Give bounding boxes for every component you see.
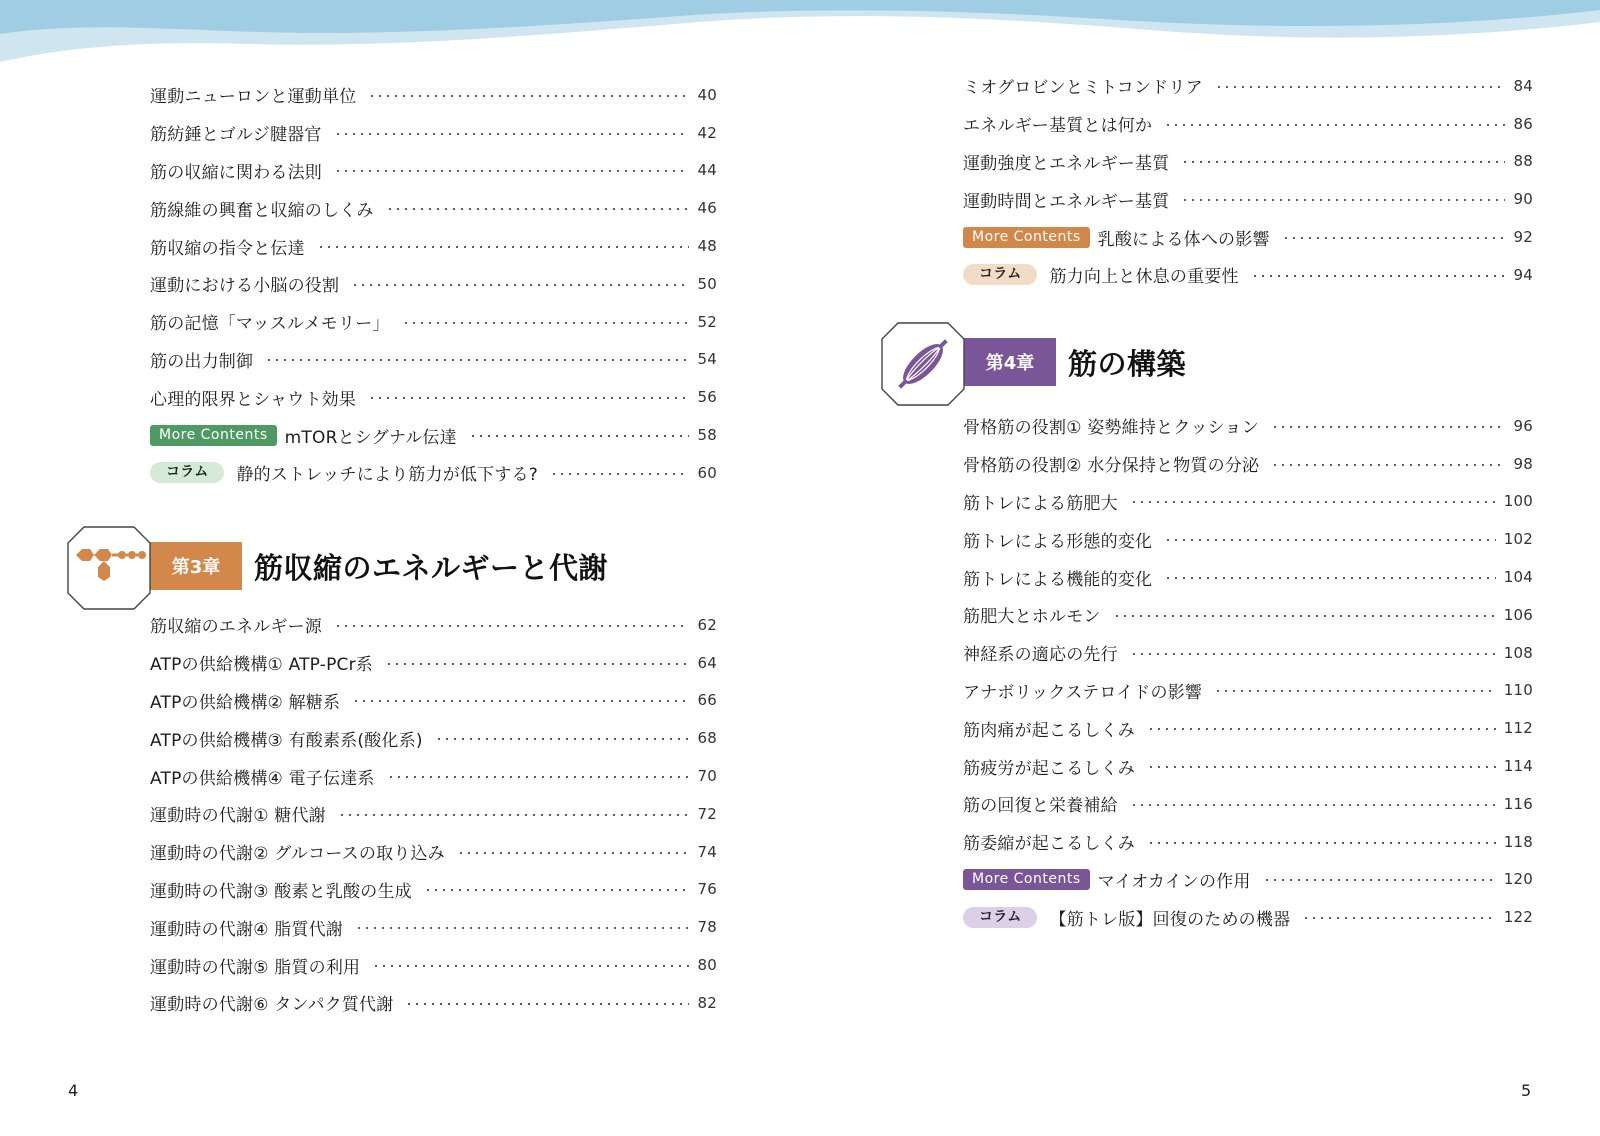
- dot-leader: [1214, 690, 1496, 692]
- dot-leader: [1271, 464, 1505, 466]
- toc-entry[interactable]: [150, 152, 717, 190]
- toc-entry-title: 筋の記憶「マッスルメモリー」: [150, 314, 390, 335]
- dot-leader: [1147, 842, 1496, 844]
- toc-entry[interactable]: [963, 256, 1533, 294]
- dot-leader: [1113, 615, 1496, 617]
- toc-entry-page: 90: [1513, 190, 1533, 209]
- dot-leader: [1164, 577, 1496, 579]
- dot-leader: [1130, 804, 1496, 806]
- toc-entry-page: 118: [1503, 832, 1533, 851]
- toc-entry[interactable]: [963, 218, 1533, 256]
- toc-entry-title: 心理的限界とシャウト効果: [150, 389, 357, 410]
- toc-entry-page: 70: [697, 767, 717, 786]
- toc-entry-title: 運動時の代謝③ 酸素と乳酸の生成: [150, 881, 412, 902]
- toc-entry[interactable]: [963, 861, 1533, 899]
- toc-entry-title: 【筋トレ版】回復のための機器: [1049, 909, 1291, 930]
- toc-entry-page: 80: [697, 956, 717, 975]
- dot-leader: [1215, 86, 1505, 88]
- dot-leader: [1181, 199, 1505, 201]
- dot-leader: [1282, 237, 1505, 239]
- toc-entry[interactable]: [150, 757, 717, 795]
- toc-entry[interactable]: [963, 558, 1533, 596]
- toc-entry[interactable]: [150, 606, 717, 644]
- toc-entry-page: 116: [1503, 794, 1533, 813]
- dot-leader: [469, 435, 689, 437]
- toc-entry-title: アナボリックステロイドの影響: [963, 682, 1203, 703]
- toc-entry[interactable]: [963, 747, 1533, 785]
- dot-leader: [265, 359, 689, 361]
- right-toc-list-chapter-4: [963, 407, 1533, 936]
- dot-leader: [334, 133, 689, 135]
- toc-entry-title: 運動時の代謝⑤ 脂質の利用: [150, 957, 361, 978]
- toc-entry-title: 運動時の代謝⑥ タンパク質代謝: [150, 995, 394, 1016]
- toc-entry-page: 72: [697, 804, 717, 823]
- toc-entry-page: 82: [697, 993, 717, 1012]
- atp-molecule-icon: [66, 525, 148, 607]
- dot-leader: [368, 95, 689, 97]
- toc-entry[interactable]: [150, 908, 717, 946]
- chapter-4-number: 第4章: [964, 338, 1056, 386]
- toc-entry[interactable]: [963, 407, 1533, 445]
- toc-entry-page: 102: [1503, 530, 1533, 549]
- column-tag: コラム: [150, 462, 224, 483]
- dot-leader: [1164, 124, 1505, 126]
- toc-entry-title: ATPの供給機構④ 電子伝達系: [150, 768, 375, 789]
- dot-leader: [317, 246, 689, 248]
- dot-leader: [457, 852, 689, 854]
- dot-leader: [1181, 161, 1505, 163]
- more-contents-badge: More Contents: [150, 425, 277, 446]
- toc-entry[interactable]: [963, 634, 1533, 672]
- left-toc-list-top: [150, 76, 717, 492]
- toc-entry-page: 58: [697, 426, 717, 445]
- toc-entry-page: 52: [697, 312, 717, 331]
- column-tag: コラム: [963, 907, 1037, 928]
- muscle-icon: [880, 321, 962, 403]
- dot-leader: [1147, 728, 1496, 730]
- toc-entry-page: 94: [1513, 265, 1533, 284]
- toc-entry-page: 78: [697, 918, 717, 937]
- toc-entry[interactable]: [150, 682, 717, 720]
- toc-entry-page: 88: [1513, 152, 1533, 171]
- toc-entry-title: 筋肉痛が起こるしくみ: [963, 720, 1135, 741]
- toc-entry[interactable]: [150, 946, 717, 984]
- toc-entry-page: 84: [1513, 76, 1533, 95]
- toc-entry[interactable]: [150, 719, 717, 757]
- toc-entry[interactable]: [963, 520, 1533, 558]
- toc-entry[interactable]: [963, 823, 1533, 861]
- dot-leader: [387, 776, 689, 778]
- dot-leader: [1302, 917, 1495, 919]
- toc-entry[interactable]: [963, 180, 1533, 218]
- toc-entry-title: マイオカインの作用: [1097, 871, 1251, 892]
- toc-entry[interactable]: [963, 445, 1533, 483]
- toc-entry[interactable]: [963, 898, 1533, 936]
- toc-entry-page: 40: [697, 85, 717, 104]
- toc-entry-page: 110: [1503, 681, 1533, 700]
- toc-entry-title: 筋線維の興奮と収縮のしくみ: [150, 200, 374, 221]
- toc-entry-title: 筋トレによる形態的変化: [963, 531, 1153, 552]
- toc-entry-page: 86: [1513, 114, 1533, 133]
- toc-entry-title: 骨格筋の役割① 姿勢維持とクッション: [963, 418, 1259, 439]
- toc-entry-title: 運動時の代謝② グルコースの取り込み: [150, 844, 445, 865]
- toc-entry-page: 114: [1503, 757, 1533, 776]
- toc-entry-page: 66: [697, 691, 717, 710]
- toc-entry-page: 50: [697, 274, 717, 293]
- toc-entry-title: 運動時の代謝④ 脂質代謝: [150, 919, 344, 940]
- toc-entry-page: 98: [1513, 454, 1533, 473]
- toc-entry[interactable]: [150, 416, 717, 454]
- left-toc-list-chapter-3: [150, 606, 717, 1022]
- toc-entry-title: 運動における小脳の役割: [150, 276, 340, 297]
- toc-entry[interactable]: [963, 143, 1533, 181]
- toc-entry[interactable]: [150, 341, 717, 379]
- toc-entry-title: ATPの供給機構② 解糖系: [150, 692, 341, 713]
- toc-entry-page: 106: [1503, 605, 1533, 624]
- toc-entry[interactable]: [963, 67, 1533, 105]
- toc-entry[interactable]: [150, 303, 717, 341]
- column-tag: コラム: [963, 264, 1037, 285]
- dot-leader: [1147, 766, 1496, 768]
- toc-entry-page: 68: [697, 729, 717, 748]
- toc-entry-title: ミオグロビンとミトコンドリア: [963, 78, 1203, 99]
- toc-entry-title: 筋紡錘とゴルジ腱器官: [150, 125, 322, 146]
- toc-entry-page: 96: [1513, 416, 1533, 435]
- dot-leader: [385, 663, 689, 665]
- toc-entry-title: 筋収縮の指令と伝達: [150, 238, 305, 259]
- toc-entry[interactable]: [963, 105, 1533, 143]
- dot-leader: [386, 208, 689, 210]
- toc-entry-page: 122: [1503, 908, 1533, 927]
- toc-entry[interactable]: [150, 454, 717, 492]
- toc-entry-page: 60: [697, 463, 717, 482]
- toc-entry[interactable]: [150, 227, 717, 265]
- toc-entry[interactable]: [963, 483, 1533, 521]
- dot-leader: [334, 625, 689, 627]
- toc-entry-title: ATPの供給機構① ATP-PCr系: [150, 655, 374, 676]
- toc-entry-page: 74: [697, 842, 717, 861]
- toc-entry-title: ATPの供給機構③ 有酸素系(酸化系): [150, 730, 423, 751]
- toc-entry-title: 筋トレによる筋肥大: [963, 493, 1118, 514]
- toc-entry[interactable]: [150, 378, 717, 416]
- right-toc-list-top: [963, 67, 1533, 294]
- toc-entry-title: 骨格筋の役割② 水分保持と物質の分泌: [963, 456, 1260, 477]
- dot-leader: [424, 889, 689, 891]
- toc-entry-title: 筋トレによる機能的変化: [963, 569, 1153, 590]
- dot-leader: [1251, 275, 1505, 277]
- dot-leader: [435, 738, 689, 740]
- toc-entry-page: 46: [697, 199, 717, 218]
- toc-entry[interactable]: [150, 833, 717, 871]
- toc-entry-page: 44: [697, 161, 717, 180]
- chapter-4-title: 筋の構築: [1068, 346, 1187, 381]
- toc-entry-page: 48: [697, 237, 717, 256]
- dot-leader: [405, 1003, 689, 1005]
- toc-entry-title: 運動強度とエネルギー基質: [963, 153, 1170, 174]
- toc-entry-page: 42: [697, 123, 717, 142]
- toc-entry-page: 56: [697, 388, 717, 407]
- toc-entry-title: 静的ストレッチにより筋力が低下する?: [236, 465, 538, 486]
- toc-entry-title: 運動時間とエネルギー基質: [963, 191, 1170, 212]
- toc-entry[interactable]: [150, 984, 717, 1022]
- toc-entry[interactable]: [150, 189, 717, 227]
- dot-leader: [351, 284, 689, 286]
- toc-entry[interactable]: [150, 76, 717, 114]
- toc-entry-title: 運動ニューロンと運動単位: [150, 87, 357, 108]
- dot-leader: [402, 322, 689, 324]
- toc-entry-title: 筋の回復と栄養補給: [963, 796, 1118, 817]
- toc-entry[interactable]: [963, 596, 1533, 634]
- toc-entry-title: 筋の収縮に関わる法則: [150, 162, 322, 183]
- toc-entry-title: 運動時の代謝① 糖代謝: [150, 806, 326, 827]
- chapter-3-number: 第3章: [150, 542, 242, 590]
- toc-entry-title: mTORとシグナル伝達: [284, 427, 457, 448]
- toc-entry[interactable]: [150, 114, 717, 152]
- chapter-4-heading: [880, 321, 1186, 403]
- toc-entry-page: 64: [697, 653, 717, 672]
- dot-leader: [368, 397, 689, 399]
- toc-entry-page: 54: [697, 350, 717, 369]
- toc-entry-title: 筋力向上と休息の重要性: [1049, 267, 1239, 288]
- dot-leader: [334, 170, 689, 172]
- toc-entry-title: 筋の出力制御: [150, 351, 254, 372]
- page-number-right: 5: [1521, 1081, 1532, 1100]
- more-contents-badge: More Contents: [963, 227, 1090, 248]
- toc-entry-title: 筋委縮が起こるしくみ: [963, 834, 1135, 855]
- dot-leader: [1164, 539, 1496, 541]
- toc-entry-page: 100: [1503, 492, 1533, 511]
- toc-entry-title: 筋疲労が起こるしくみ: [963, 758, 1135, 779]
- toc-entry[interactable]: [150, 644, 717, 682]
- chapter-3-title: 筋収縮のエネルギーと代謝: [254, 550, 609, 585]
- dot-leader: [1263, 879, 1496, 881]
- toc-entry-page: 120: [1503, 870, 1533, 889]
- toc-entry-title: エネルギー基質とは何か: [963, 116, 1153, 137]
- toc-entry[interactable]: [150, 795, 717, 833]
- dot-leader: [372, 965, 689, 967]
- toc-entry-page: 92: [1513, 228, 1533, 247]
- dot-leader: [352, 700, 689, 702]
- toc-entry-title: 筋肥大とホルモン: [963, 607, 1101, 628]
- toc-entry-title: 乳酸による体への影響: [1097, 229, 1270, 250]
- toc-entry[interactable]: [963, 785, 1533, 823]
- page-number-left: 4: [68, 1081, 79, 1100]
- toc-entry-page: 108: [1503, 643, 1533, 662]
- toc-entry-title: 筋収縮のエネルギー源: [150, 617, 322, 638]
- dot-leader: [1271, 426, 1505, 428]
- toc-entry-page: 76: [697, 880, 717, 899]
- toc-entry-page: 112: [1503, 719, 1533, 738]
- chapter-3-heading: [66, 525, 608, 607]
- toc-entry[interactable]: [963, 709, 1533, 747]
- dot-leader: [355, 927, 689, 929]
- toc-entry[interactable]: [150, 871, 717, 909]
- dot-leader: [338, 814, 689, 816]
- toc-entry-title: 神経系の適応の先行: [963, 645, 1118, 666]
- dot-leader: [550, 473, 689, 475]
- more-contents-badge: More Contents: [963, 869, 1090, 890]
- dot-leader: [1130, 501, 1496, 503]
- toc-entry[interactable]: [150, 265, 717, 303]
- top-wave-decoration: [0, 0, 1600, 70]
- dot-leader: [1130, 653, 1496, 655]
- toc-entry[interactable]: [963, 672, 1533, 710]
- toc-entry-page: 62: [697, 615, 717, 634]
- toc-entry-page: 104: [1503, 568, 1533, 587]
